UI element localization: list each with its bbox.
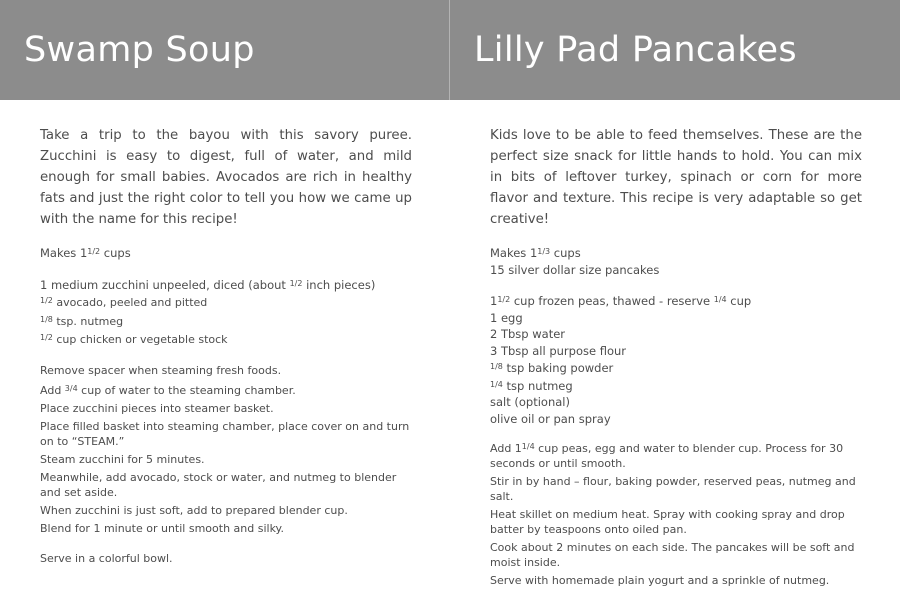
step: Place zucchini pieces into steamer basket.: [40, 401, 274, 415]
step: Place filled basket into steaming chamber, place cover on and turn on to “STEAM.”: [40, 419, 410, 448]
ingredient-line: 3 Tbsp all purpose flour: [490, 343, 627, 358]
swamp-soup-title: Swamp Soup: [24, 30, 255, 70]
step: Add $1^{1/4}$ cup peas, egg and water to blender cup. Process for 30 seconds or until smooth.: [490, 442, 844, 470]
ingredient-line: olive oil or pan spray: [490, 411, 611, 426]
step: Steam zucchini for 5 minutes.: [40, 452, 205, 466]
ingredient-line: 1 medium zucchini unpeeled, diced (about $^{1/2}$ inch pieces): [40, 277, 376, 292]
pancakes-header: [450, 0, 900, 100]
step: Meanwhile, add avocado, stock or water, and nutmeg to blender and set aside.: [40, 470, 397, 499]
step: Serve with homemade plain yogurt and a sprinkle of nutmeg.: [490, 574, 830, 587]
step: Stir in by hand – flour, baking powder, reserved peas, nutmeg and salt.: [490, 475, 856, 503]
pancakes-count: 15 silver dollar size pancakes: [490, 262, 660, 277]
ingredient-line: $^{1/8}$ tsp. nutmeg: [40, 314, 124, 328]
swamp-soup-yield: [40, 244, 412, 262]
swamp-soup-header: [0, 0, 450, 100]
step: Cook about 2 minutes on each side. The pancakes will be soft and moist inside.: [490, 541, 855, 569]
ingredient-line: $^{1/2}$ avocado, peeled and pitted: [40, 296, 208, 309]
pancakes-body: [490, 125, 862, 591]
step: Heat skillet on medium heat. Spray with cooking spray and drop batter by teaspoons onto oiled pan.: [490, 508, 845, 536]
ingredient-line: 2 Tbsp water: [490, 327, 566, 341]
pancakes-title: Lilly Pad Pancakes: [474, 30, 797, 70]
step: Blend for 1 minute or until smooth and silky.: [40, 521, 284, 535]
ingredient-line: 1 egg: [490, 310, 523, 325]
swamp-soup-steps: [40, 363, 412, 536]
makes-fraction: 1/3: [537, 247, 551, 256]
ingredient-line: $^{1/4}$ tsp nutmeg: [490, 378, 573, 393]
swamp-soup-serve: Serve in a colorful bowl.: [40, 551, 173, 565]
ingredient-line: $^{1/2}$ cup chicken or vegetable stock: [40, 333, 228, 346]
makes-prefix: Makes 1: [490, 246, 538, 260]
swamp-soup-body: [40, 125, 412, 569]
pancakes-yield: [490, 244, 862, 278]
ingredient-line: $1^{1/2}$ cup frozen peas, thawed - reserve $^{1/4}$ cup: [490, 294, 752, 308]
ingredient-line: salt (optional): [490, 395, 570, 409]
step: Add $^{3/4}$ cup of water to the steaming chamber.: [40, 383, 296, 397]
makes-prefix: Makes 1: [40, 246, 88, 260]
ingredient-line: $^{1/8}$ tsp baking powder: [490, 361, 614, 375]
swamp-soup-intro: Take a trip to the bayou with this savory puree. Zucchini is easy to digest, full of water, and mild enough for small babies. Avocados are rich in healthy fats and just the right color to tell you how we came up with the name for this recipe!: [40, 128, 412, 227]
step: Remove spacer when steaming fresh foods.: [40, 363, 282, 377]
swamp-soup-page: [0, 0, 450, 565]
step: When zucchini is just soft, add to prepared blender cup.: [40, 503, 348, 517]
lilly-pad-pancakes-page: [450, 0, 900, 587]
makes-suffix: cups: [100, 246, 131, 260]
pancakes-intro: Kids love to be able to feed themselves. These are the perfect size snack for little hands to hold. You can mix in bits of leftover turkey, spinach or corn for more flavor and texture. This recipe is very adaptable so get creative!: [490, 128, 862, 227]
makes-suffix: cups: [550, 246, 581, 260]
pancakes-ingredients: [490, 292, 862, 427]
makes-fraction: 1/2: [87, 247, 101, 256]
pancakes-steps: [490, 439, 862, 588]
swamp-soup-ingredients: [40, 276, 412, 349]
